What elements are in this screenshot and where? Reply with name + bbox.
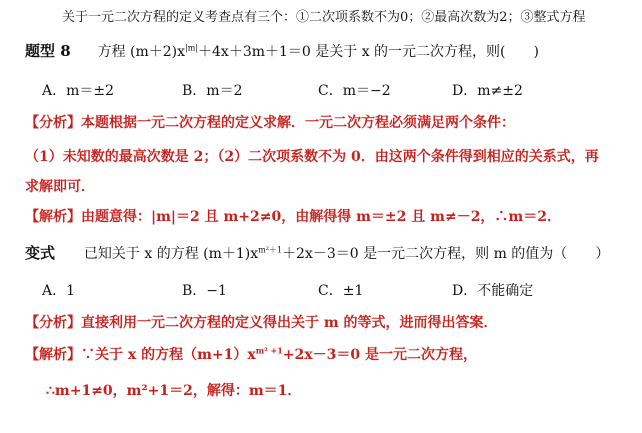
- q1-option-d: D．m≠±2: [452, 83, 523, 99]
- q1-option-a: A．m＝±2: [42, 83, 115, 99]
- q2-stem-post: ＋2x－3＝0 是一元二次方程，则 m 的值为（: [282, 246, 568, 262]
- q2-solution-pre: 【解析】∵关于 x 的方程（m+1）x: [25, 347, 256, 363]
- q2-solution-post: +2x－3＝0 是一元二次方程，: [282, 347, 477, 363]
- q1-stem-pre: 方程 (m＋2)x: [97, 44, 186, 60]
- q1-analysis-line3: 求解即可．: [25, 179, 95, 195]
- intro-line: 关于一元二次方程的定义考查点有三个：①二次项系数不为0；②最高次数为2；③整式方程: [62, 10, 586, 25]
- q1-option-b: B．m＝2: [182, 83, 243, 99]
- q1-stem-exp: |m|: [185, 43, 199, 53]
- q1-stem: [25, 40, 539, 61]
- q1-stem-post: ＋4x＋3m＋1＝0 是关于 x 的一元二次方程，则(: [198, 44, 506, 60]
- q1-analysis-line1: 【分析】本题根据一元二次方程的定义求解．一元二次方程必须满足两个条件：: [25, 115, 515, 131]
- q1-option-c: C．m＝−2: [318, 83, 391, 99]
- q2-option-a: A．1: [42, 283, 76, 299]
- q1-stem-close: ): [533, 44, 539, 60]
- q2-solution-line2: ∴m+1≠0，m²+1＝2，解得：m＝1．: [46, 383, 302, 399]
- q2-option-c: C．±1: [318, 283, 364, 299]
- q1-label: 题型 8: [25, 42, 71, 60]
- q1-solution: 【解析】由题意得：|m|＝2 且 m+2≠0，由解得得 m＝±2 且 m≠－2，∴m＝2．: [25, 209, 561, 225]
- q2-label: 变式: [25, 244, 56, 262]
- q2-stem-pre: 已知关于 x 的方程 (m＋1)x: [83, 246, 259, 262]
- q1-analysis-line2: （1）未知数的最高次数是 2；（2）二次项系数不为 0．由这两个条件得到相应的关系式，再: [25, 149, 599, 165]
- q2-solution-line1: [25, 344, 477, 364]
- q2-stem-exp: m²＋1: [258, 245, 283, 255]
- q2-analysis: 【分析】直接利用一元二次方程的定义得出关于 m 的等式，进而得出答案．: [25, 315, 498, 331]
- q2-option-d: D．不能确定: [452, 283, 534, 299]
- q2-stem-close: ）: [595, 246, 610, 262]
- q2-option-b: B．−1: [182, 283, 227, 299]
- q2-solution-exp: m² +1: [255, 345, 283, 356]
- q2-stem: [25, 242, 609, 263]
